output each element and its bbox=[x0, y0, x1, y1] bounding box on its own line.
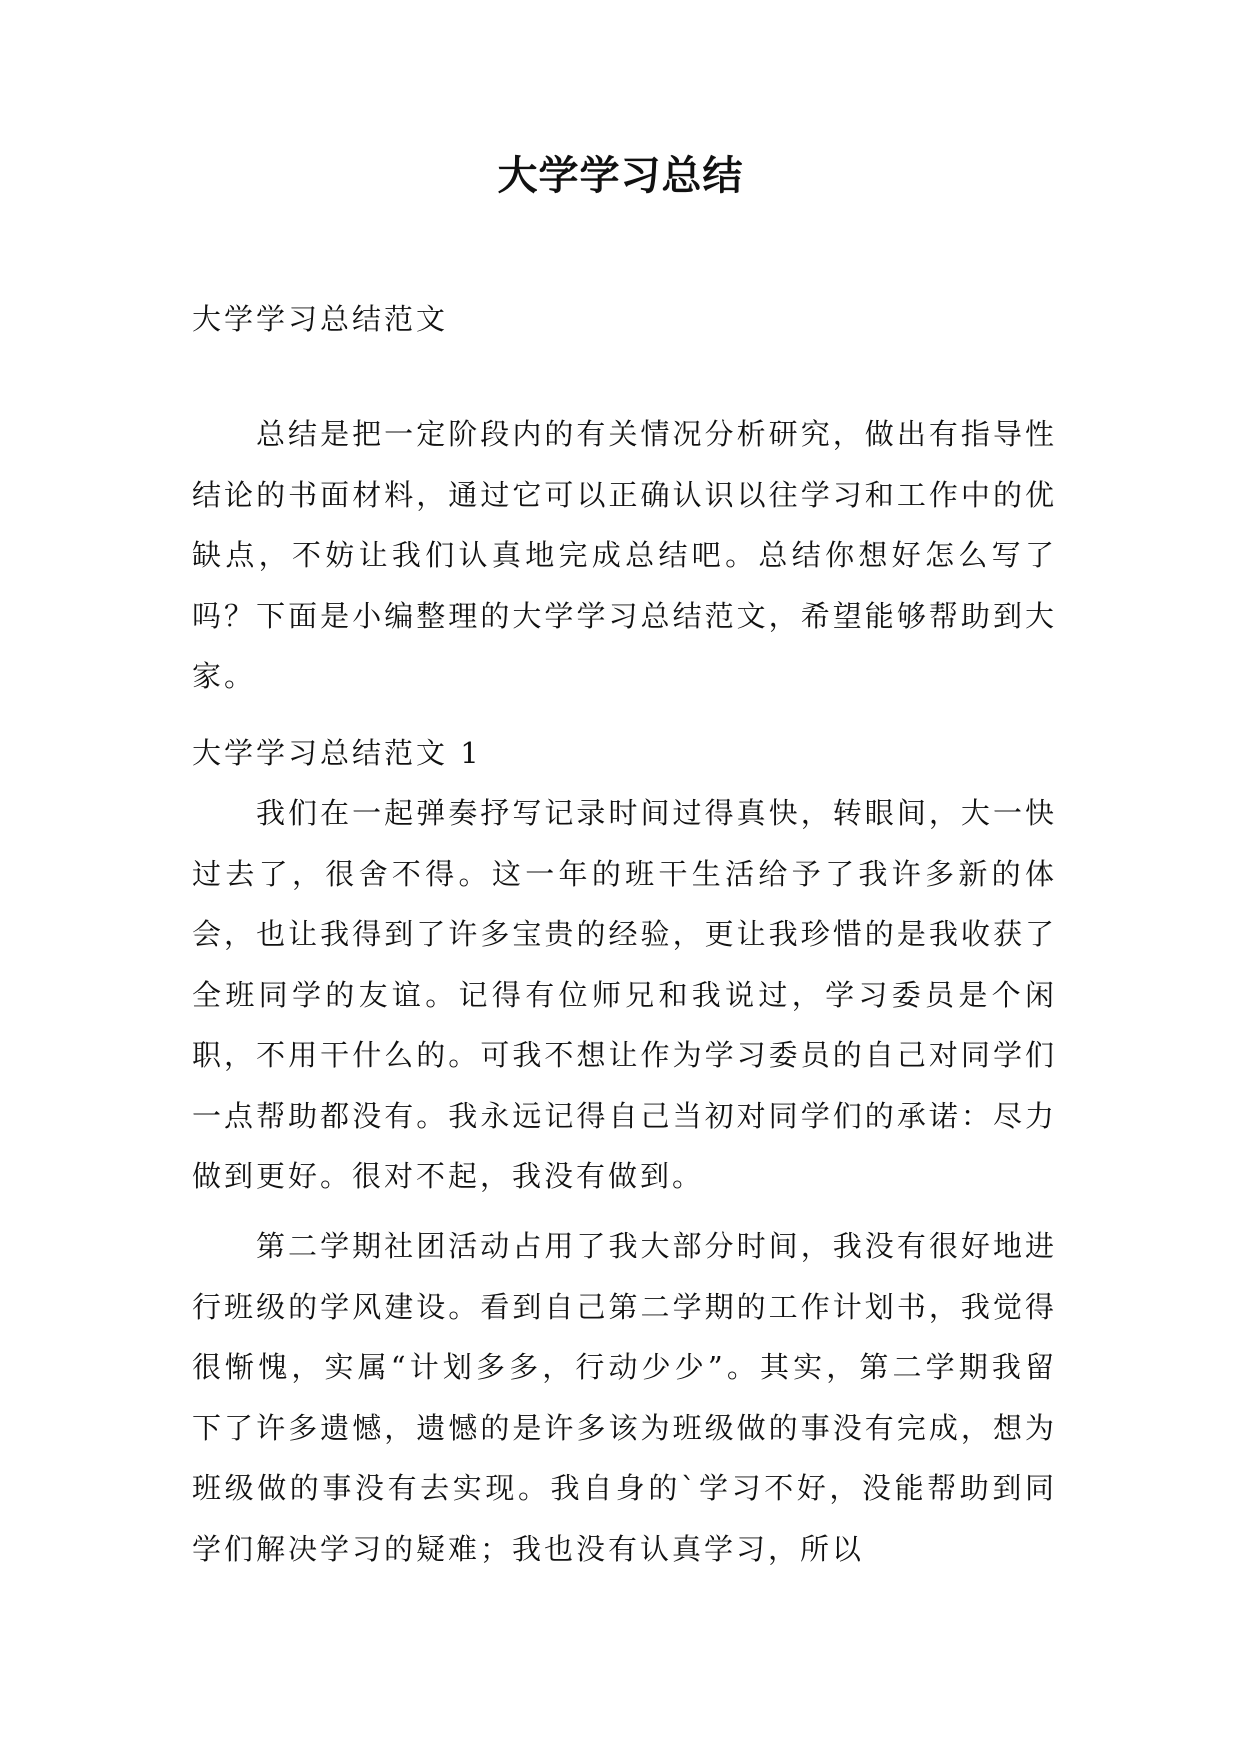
document-title: 大学学习总结 bbox=[497, 153, 744, 199]
section-paragraph-1: 我们在一起弹奏抒写记录时间过得真快，转眼间，大一快过去了，很舍不得。这一年的班干生活给予了我许多新的体会，也让我得到了许多宝贵的经验，更让我珍惜的是我收获了全班同学的友谊。记得有位师兄和我说过，学习委员是个闲职，不用干什么的。可我不想让作为学习委员的自己对同学们一点帮助都没有。我永远记得自己当初对同学们的承诺：尽力做到更好。很对不起，我没有做到。 bbox=[192, 796, 1057, 1193]
intro-paragraph: 总结是把一定阶段内的有关情况分析研究，做出有指导性结论的书面材料，通过它可以正确认识以往学习和工作中的优缺点，不妨让我们认真地完成总结吧。总结你想好怎么写了吗？下面是小编整理的大学学习总结范文，希望能够帮助到大家。 bbox=[192, 417, 1057, 693]
document-subtitle: 大学学习总结范文 bbox=[192, 302, 449, 336]
section-heading: 大学学习总结范文 1 bbox=[192, 736, 482, 770]
section-paragraph-2: 第二学期社团活动占用了我大部分时间，我没有很好地进行班级的学风建设。看到自己第二学期的工作计划书，我觉得很惭愧，实属“计划多多，行动少少”。其实，第二学期我留下了许多遗憾，遗憾的是许多该为班级做的事没有完成，想为班级做的事没有去实现。我自身的`学习不好，没能帮助到同学们解决学习的疑难；我也没有认真学习，所以 bbox=[192, 1229, 1057, 1566]
